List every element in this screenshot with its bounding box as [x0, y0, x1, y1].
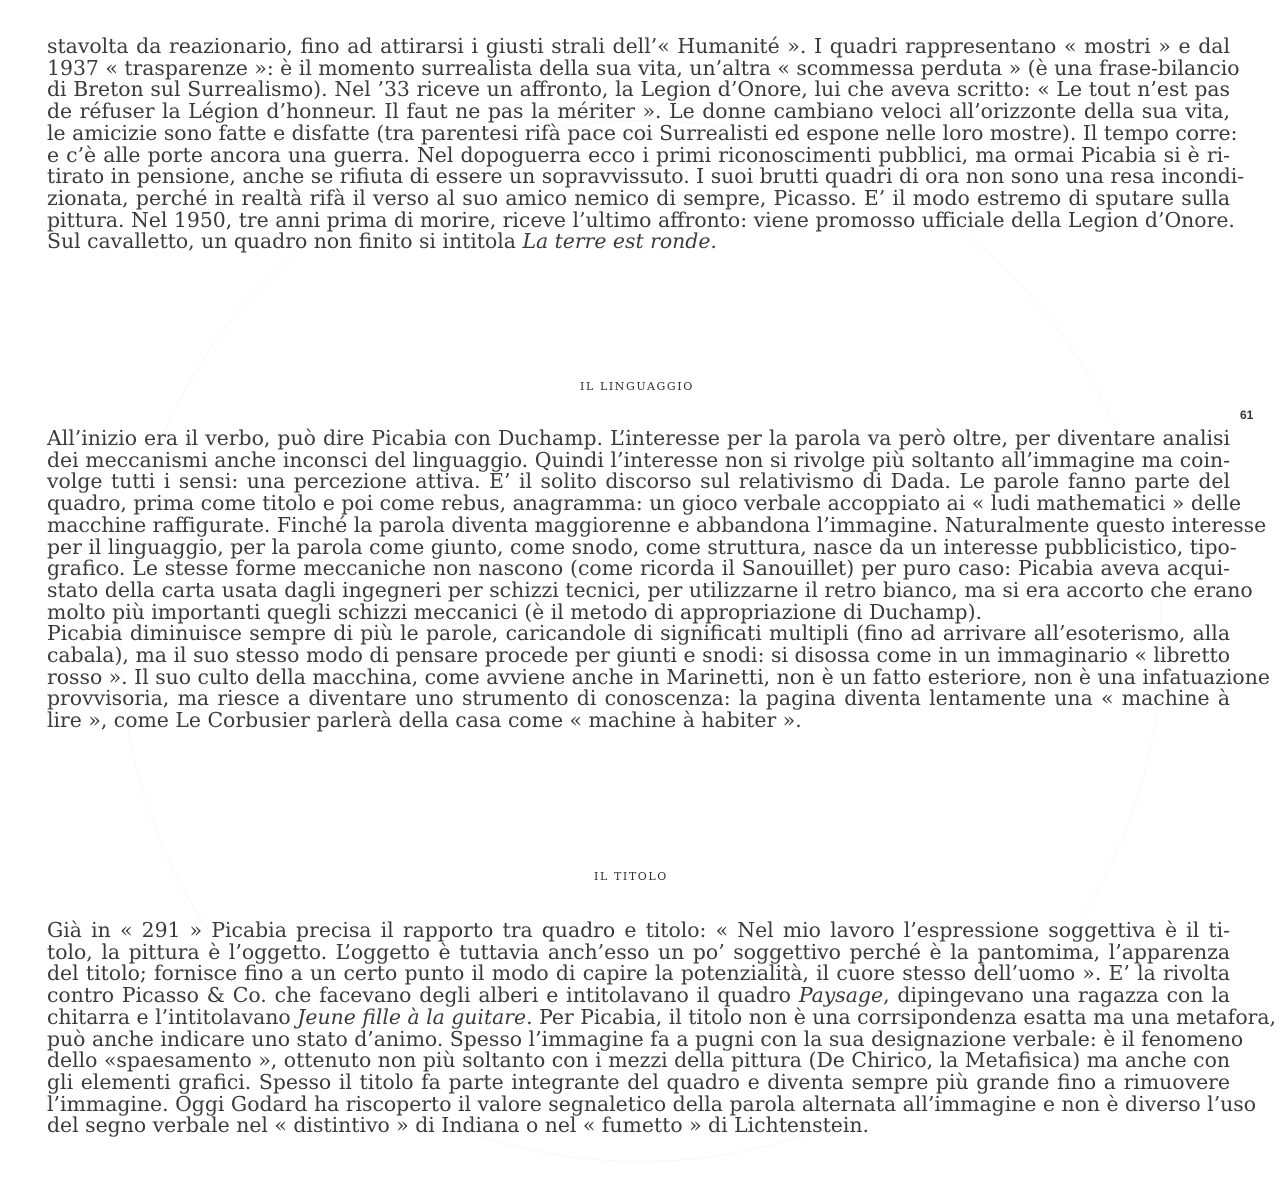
- paragraph-titolo: [47, 918, 1276, 1138]
- text-line: pittura. Nel 1950, tre anni prima di morire, riceve l’ultimo affronto: viene promosso ufficiale della Legion d’Onore.: [47, 207, 1235, 232]
- text-line: [47, 1004, 1276, 1029]
- text-line: stavolta da reazionario, fino ad attirarsi i giusti strali dell’« Humanité ». I quadri rappresentano « mostri » e dal: [47, 34, 1230, 58]
- text-line: macchine raffigurate. Finché la parola diventa maggiorenne e abbandona l’immagine. Naturalmente questo interesse: [47, 512, 1267, 537]
- italic-artwork-title: La terre est ronde.: [522, 229, 717, 254]
- text-line: zionata, perché in realtà rifà il verso al suo amico nemico di sempre, Picasso. E’ il modo estremo di sputare sulla: [47, 185, 1230, 210]
- italic-artwork-title: Jeune fille à la guitare: [297, 1004, 527, 1029]
- text-line: provvisoria, ma riesce a diventare uno strumento di conoscenza: la pagina diventa lentamente una « machine à: [47, 686, 1230, 711]
- text-line: grafico. Le stesse forme meccaniche non nascono (come ricorda il Sanouillet) per puro caso: Picabia aveva acqui-: [47, 556, 1230, 581]
- italic-artwork-title: Paysage: [798, 983, 884, 1008]
- paragraph-linguaggio: [47, 426, 1270, 733]
- text-fragment: , dipingevano una ragazza con la: [883, 983, 1231, 1008]
- text-line: Picabia diminuisce sempre di più le parole, caricandole di significati multipli (fino ad arrivare all’esoterismo, alla: [47, 621, 1230, 646]
- text-line: l’immagine. Oggi Godard ha riscoperto il valore segnaletico della parola alternata all’immagine e non è diverso l’uso: [47, 1091, 1257, 1116]
- text-line: volge tutti i sensi: una percezione attiva. E’ il solito discorso sul relativismo di Dada. Le parole fanno parte del: [47, 469, 1230, 494]
- text-line: può anche indicare uno stato d’animo. Spesso l’immagine fa a pugni con la sua designazione verbale: è il fenomeno: [47, 1026, 1244, 1051]
- text-line: tirato in pensione, anche se rifiuta di essere un sopravvissuto. I suoi brutti quadri di ora non sono una resa incondi-: [47, 164, 1245, 189]
- section-heading-linguaggio: IL LINGUAGGIO: [580, 380, 694, 393]
- text-line: molto più importanti quegli schizzi meccanici (è il metodo di appropriazione di Duchamp).: [47, 599, 983, 624]
- text-fragment: chitarra e l’intitolavano: [47, 1004, 298, 1029]
- text-line: [47, 985, 1230, 1007]
- text-fragment: contro Picasso & Co. che facevano degli alberi e intitolavano il quadro: [47, 983, 799, 1008]
- text-line: dello «spaesamento », ottenuto non più soltanto con i mezzi della pittura (De Chirico, la Metafisica) ma anche con: [47, 1048, 1230, 1073]
- text-line: All’inizio era il verbo, può dire Picabia con Duchamp. L’interesse per la parola va però oltre, per diventare analisi: [47, 426, 1230, 450]
- text-line: tolo, la pittura è l’oggetto. L’oggetto è tuttavia anch’esso un po’ soggettivo perché è la pantomima, l’apparenza: [47, 939, 1230, 964]
- section-heading-titolo: IL TITOLO: [594, 870, 668, 883]
- text-line: dei meccanismi anche inconsci del linguaggio. Quindi l’interesse non si rivolge più soltanto all’immagine ma coin-: [47, 447, 1230, 472]
- text-fragment: Sul cavalletto, un quadro non finito si intitola: [47, 229, 523, 254]
- text-line: e c’è alle porte ancora una guerra. Nel dopoguerra ecco i primi riconoscimenti pubblici, ma ormai Picabia si è ri-: [47, 142, 1230, 167]
- text-line: di Breton sul Surrealismo). Nel ’33 riceve un affronto, la Legion d’Onore, lui che aveva scritto: « Le tout n’est pas: [47, 77, 1230, 102]
- text-line: gli elementi grafici. Spesso il titolo fa parte integrante del quadro e diventa sempre più grande fino a rimuovere: [47, 1069, 1230, 1094]
- text-line: lire », come Le Corbusier parlerà della casa come « machine à habiter ».: [47, 708, 802, 733]
- text-line: [47, 231, 1230, 253]
- text-fragment: . Per Picabia, il titolo non è una corrsipondenza esatta ma una metafora,: [526, 1004, 1276, 1029]
- text-line: per il linguaggio, per la parola come giunto, come snodo, come struttura, nasce da un interesse pubblicistico, tipo-: [47, 534, 1237, 559]
- paragraph-picabia-life: [47, 34, 1245, 254]
- text-line: del titolo; fornisce fino a un certo punto il modo di capire la potenzialità, il cuore stesso dell’uomo ». E’ la rivolta: [47, 961, 1230, 986]
- text-line: 1937 « trasparenze »: è il momento surrealista della sua vita, un’altra « scommessa perduta » (è una frase-bilancio: [47, 55, 1240, 80]
- text-line: de réfuser la Légion d’honneur. Il faut ne pas la mériter ». Le donne cambiano veloci all’orizzonte della sua vita,: [47, 99, 1230, 124]
- text-line: del segno verbale nel « distintivo » di Indiana o nel « fumetto » di Lichtenstein.: [47, 1113, 869, 1138]
- text-line: quadro, prima come titolo e poi come rebus, anagramma: un gioco verbale accoppiato ai « ludi mathematici » delle: [47, 491, 1242, 516]
- text-line: cabala), ma il suo stesso modo di pensare procede per giunti e snodi: si disossa come in un immaginario « libretto: [47, 643, 1230, 668]
- page-number: 61: [1240, 408, 1254, 422]
- text-line: rosso ». Il suo culto della macchina, come avviene anche in Marinetti, non è un fatto esteriore, non è una infatuazione: [47, 664, 1270, 689]
- text-line: stato della carta usata dagli ingegneri per schizzi tecnici, per utilizzarne il retro bianco, ma si era accorto che erano: [47, 577, 1253, 602]
- text-line: Già in « 291 » Picabia precisa il rapporto tra quadro e titolo: « Nel mio lavoro l’espressione soggettiva è il ti-: [47, 918, 1230, 942]
- text-line: le amicizie sono fatte e disfatte (tra parentesi rifà pace coi Surrealisti ed espone nelle loro mostre). Il tempo corre:: [47, 120, 1238, 145]
